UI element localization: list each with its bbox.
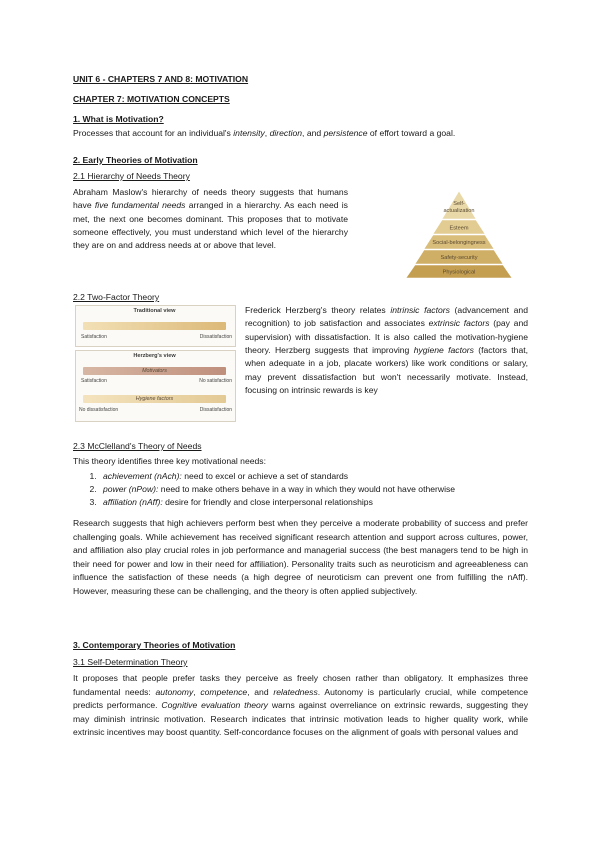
emphasis-direction: direction [269, 128, 303, 138]
emphasis-intrinsic: intrinsic factors [390, 305, 450, 315]
section-2-3-heading: 2.3 McClelland's Theory of Needs [73, 441, 202, 451]
list-item: 2. power (nPow): need to make others behave in a way in which they would not have otherwise [99, 483, 528, 496]
pyramid-label-social: Social-belongingness [432, 240, 486, 246]
emphasis-hygiene: hygiene factors [413, 344, 474, 355]
herzberg-paragraph: Frederick Herzberg's theory relates intrinsic factors (advancement and recognition) to job satisfaction and associates extrinsic factors (pay and supervision) with dissatisfaction. It is also called the motivation-hygiene theory. Herzberg suggests that improving hygiene factors (factors that, when adequate in a job, placate workers) like work conditions or salary, may prevent dissatisfaction but won't necessarily motivate. Instead, focusing on intrinsic rewards is key [245, 305, 528, 395]
pyramid-label-safety: Safety-security [440, 255, 478, 261]
motivators-label: Motivators [142, 368, 167, 374]
mcclelland-paragraph: Research suggests that high achievers perform best when they perceive a moderate probability of success and prefer challenging goals. While achievement has received significant research attention and support across cultures, power, and affiliation also play crucial roles in job performance and managerial success (the best managers tend to be high in their need for power and low in their need for affiliation). Personality traits such as neuroticism and agreeableness can influence the satisfaction of these needs (a high degree of neuroticism can prevent one from fulfilling the nAff). However, measuring these can be challenging, and the theory is often applied subjectively. [73, 518, 528, 596]
emphasis-autonomy: autonomy [155, 686, 194, 697]
section-2-2-heading: 2.2 Two-Factor Theory [73, 292, 160, 302]
herzberg-view-title: Herzberg's view [133, 353, 176, 359]
section-3-1-heading: 3.1 Self-Determination Theory [73, 657, 188, 667]
sdt-paragraph: It proposes that people prefer tasks they perceive as freely chosen rather than obligatory. It emphasizes three fundamental needs: autonomy, competence, and relatedness. Autonomy is particularly crucial, while competence predicts performance. Cognitive evaluation theory warns against overreliance on extrinsic rewards, suggesting they may diminish intrinsic motivation. Research indicates that intrinsic motivation leads to higher quality work, while extrinsic incentives may boost quantity. Self-concordance focuses on the alignment of goals with personal values and [73, 673, 528, 738]
section-1-heading: 1. What is Motivation? [73, 114, 164, 124]
list-item: 3. affiliation (nAff): desire for friendly and close interpersonal relationships [99, 496, 528, 509]
traditional-satisfaction-label: Satisfaction [81, 334, 107, 340]
maslow-paragraph: Abraham Maslow's hierarchy of needs theory suggests that humans have five fundamental needs arranged in a hierarchy. As each need is met, the next one becomes dominant. This proposes that to motivate someone effectively, you must understand which level of the hierarchy they are on and address needs at or above that level. [73, 187, 348, 251]
mcclelland-intro: This theory identifies three key motivational needs: [73, 456, 266, 466]
herzberg-figure [73, 305, 238, 421]
section-3-heading: 3. Contemporary Theories of Motivation [73, 640, 236, 650]
chapter-title: CHAPTER 7: MOTIVATION CONCEPTS [73, 94, 230, 104]
maslow-pyramid-figure [392, 189, 526, 279]
emphasis-intensity: intensity [233, 128, 265, 138]
traditional-view-title: Traditional view [133, 308, 176, 314]
emphasis-competence: competence [200, 686, 248, 697]
pyramid-label-physiological: Physiological [442, 269, 476, 276]
herzberg-satisfaction-label: Satisfaction [81, 378, 107, 384]
herzberg-no-dissatisfaction-label: No dissatisfaction [79, 407, 119, 413]
pyramid-label-self: Self- [453, 201, 465, 207]
hygiene-label: Hygiene factors [135, 396, 174, 402]
traditional-bar [83, 322, 226, 330]
list-item: 1. achievement (nAch): need to excel or achieve a set of standards [99, 470, 528, 483]
section-1-text: Processes that account for an individual's intensity, direction, and persistence of effort toward a goal. [73, 128, 456, 138]
emphasis-persistence: persistence [323, 128, 368, 138]
herzberg-dissatisfaction-label: Dissatisfaction [199, 407, 232, 413]
traditional-dissatisfaction-label: Dissatisfaction [199, 334, 232, 340]
needs-list [73, 470, 528, 509]
section-2-1-heading: 2.1 Hierarchy of Needs Theory [73, 171, 190, 181]
unit-title: UNIT 6 - CHAPTERS 7 AND 8: MOTIVATION [73, 74, 249, 84]
pyramid-svg [392, 189, 526, 279]
pyramid-label-actualization: actualization [443, 208, 475, 214]
section-2-heading: 2. Early Theories of Motivation [73, 155, 198, 165]
herzberg-no-satisfaction-label: No satisfaction [199, 378, 232, 384]
emphasis-extrinsic: extrinsic factors [428, 318, 490, 329]
emphasis-relatedness: relatedness [273, 686, 318, 697]
emphasis-five-needs: five fundamental needs [94, 200, 186, 211]
pyramid-label-esteem: Esteem [449, 225, 469, 232]
emphasis-cet: Cognitive evaluation theory [161, 700, 268, 711]
